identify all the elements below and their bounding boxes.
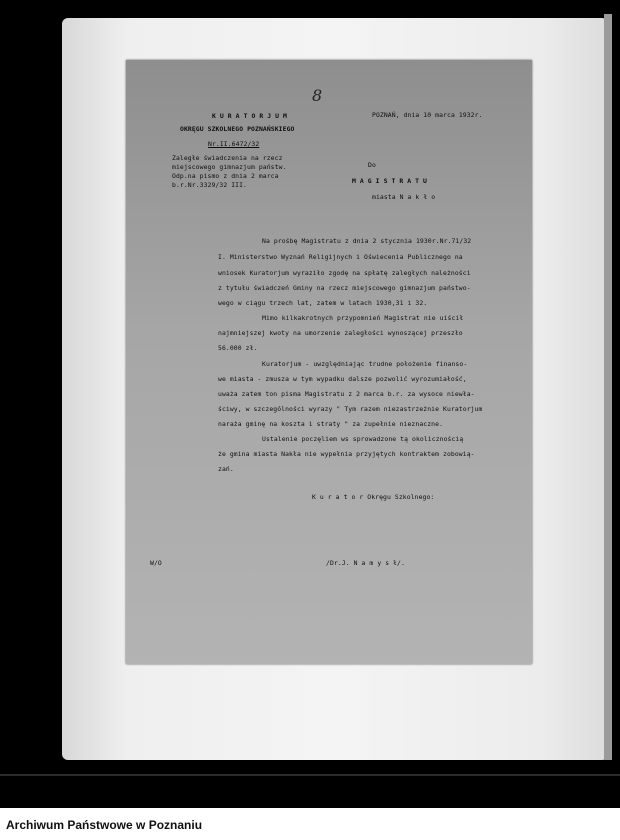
recipient-to: Do — [368, 161, 376, 169]
body-line-15: że gmina miasta Nakła nie wypełnia przyjętych kontraktem zobowią- — [218, 450, 475, 458]
subject-line-4: b.r.Nr.3329/32 III. — [172, 181, 248, 189]
subject-line-1: Zaległe świadczenia na rzecz — [172, 154, 283, 162]
body-line-12: ściwy, w szczególności wyrazy " Tym razem niezastrzeżnie Kuratorjum — [218, 405, 483, 413]
body-line-1: Na prośbę Magistratu z dnia 2 stycznia 1930r.Nr.71/32 — [262, 237, 472, 245]
body-line-11: uważa zatem ton pisma Magistratu z 2 marca b.r. za wysoce niewła- — [218, 390, 475, 398]
page-number: 8 — [312, 86, 323, 105]
body-line-14: Ustalenie poczęliem ws sprowadzone tą okolicznością — [262, 435, 464, 443]
office-name: K U R A T O R J U M — [212, 112, 288, 120]
body-line-7: najmniejszej kwoty na umorzenie zaległości wynoszącej przeszło — [218, 329, 463, 337]
recipient-city: miasta N a k ł o — [372, 193, 436, 201]
body-line-10: we miasta - zmusza w tym wypadku dalsze pozwolić wyrozumiałość, — [218, 375, 467, 383]
divider — [0, 774, 620, 776]
body-line-16: zań. — [218, 465, 234, 473]
signature-name: /Dr.J. N a m y s ł/. — [326, 559, 405, 567]
body-line-2: I. Ministerstwo Wyznań Religijnych i Oświecenia Publicznego na — [218, 253, 463, 261]
body-line-3: wniosek Kuratorjum wyraziło zgodę na spłatę zaległych należności — [218, 269, 471, 277]
place-date: POZNAŃ, dnia 10 marca 1932r. — [372, 111, 483, 119]
scan-edge — [604, 14, 612, 760]
subject-line-3: Odp.na pismo z dnia 2 marca — [172, 172, 279, 180]
district-name: OKRĘGU SZKOLNEGO POZNAŃSKIEGO — [180, 125, 295, 133]
body-line-4: z tytułu świadczeń Gminy na rzecz miejscowego gimnazjum państwo- — [218, 284, 471, 292]
body-line-6: Mimo kilkakrotnych przypomnień Magistrat nie uiścił — [262, 314, 464, 322]
body-line-13: naraża gminę na koszta i straty " za zupełnie nieznaczne. — [218, 420, 444, 428]
signature-title: K u r a t o r Okręgu Szkolnego: — [312, 493, 435, 501]
body-line-5: wego w ciągu trzech lat, zatem w latach 1930,31 i 32. — [218, 299, 428, 307]
body-line-9: Kuratorjum - uwzględniając trudne położenie finanso- — [262, 360, 468, 368]
subject-line-2: miejscowego gimnazjum państw. — [172, 163, 287, 171]
signature-initials: W/O — [150, 559, 162, 567]
archive-footer — [0, 808, 620, 840]
archive-name: Archiwum Państwowe w Poznaniu — [6, 818, 203, 832]
recipient-name: M A G I S T R A T U — [352, 177, 428, 185]
body-line-8: 56.000 zł. — [218, 344, 258, 352]
reference-number: Nr.II.6472/32 — [208, 140, 260, 148]
